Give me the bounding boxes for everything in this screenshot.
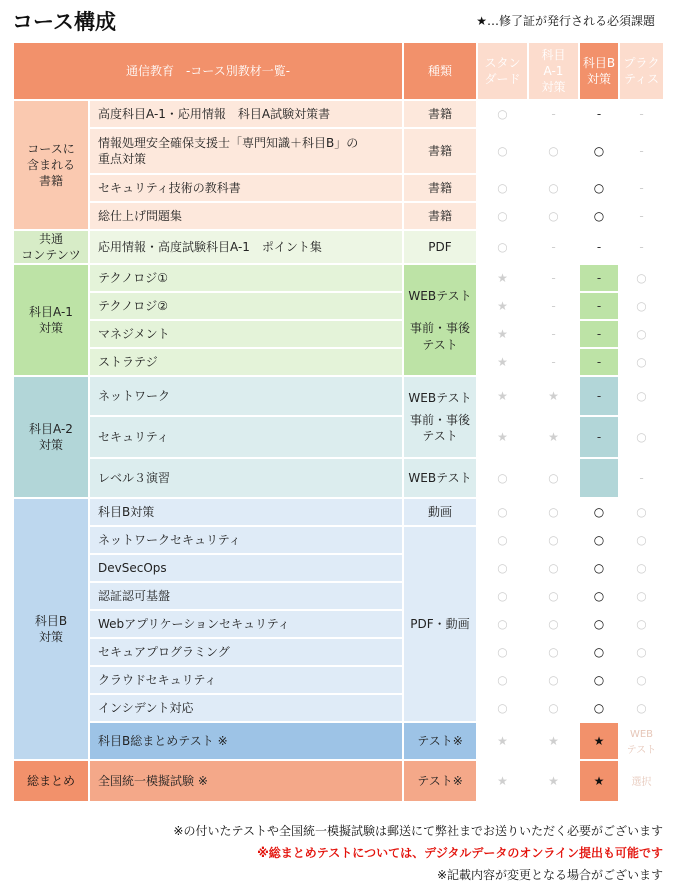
mark-cell: WEB テスト: [626, 729, 657, 757]
category-cell: 総まとめ: [14, 761, 88, 801]
mark-cell: -: [596, 106, 602, 121]
category-cell: 科目A-2 対策: [14, 377, 88, 497]
mark-cell: ○: [497, 617, 508, 632]
mark-cell: ○: [548, 471, 559, 486]
mark-cell: ○: [497, 645, 508, 660]
type-cell: [404, 377, 476, 457]
mark-cell: ○: [548, 561, 559, 576]
type-cell: WEBテスト: [404, 459, 476, 497]
header-col-standard: スタン ダード: [478, 43, 527, 99]
type-cell: 書籍: [404, 175, 476, 201]
item-cell: インシデント対応: [90, 695, 402, 721]
table-row: [14, 203, 663, 229]
mark-cell: ★: [548, 774, 559, 789]
mark-cell: -: [551, 299, 556, 314]
table-row: [14, 555, 663, 581]
table-row: [14, 377, 663, 415]
mark-cell: ★: [497, 271, 508, 286]
mark-cell: ○: [636, 430, 647, 445]
mark-cell: ○: [636, 617, 647, 632]
footnote: ※の付いたテストや全国統一模擬試験は郵送にて弊社までお送りいただく必要がございます: [173, 824, 663, 838]
table-row: [14, 459, 663, 497]
mark-cell: ○: [636, 645, 647, 660]
mark-cell: ○: [636, 589, 647, 604]
item-cell: レベル３演習: [90, 459, 402, 497]
table-row: [14, 695, 663, 721]
mark-cell: ★: [497, 774, 508, 789]
table-row: [14, 639, 663, 665]
mark-cell: -: [551, 106, 556, 121]
mark-cell: ○: [636, 299, 647, 314]
category-cell: 科目A-1 対策: [14, 265, 88, 375]
item-cell: テクノロジ①: [90, 265, 402, 291]
table-row: [14, 499, 663, 525]
item-cell: DevSecOps: [90, 555, 402, 581]
type-cell: 書籍: [404, 203, 476, 229]
item-cell: テクノロジ②: [90, 293, 402, 319]
item-cell: 応用情報・高度試験科目A-1 ポイント集: [90, 231, 402, 263]
mark-cell: -: [639, 106, 644, 121]
mark-cell: ○: [636, 561, 647, 576]
category-cell: 科目B 対策: [14, 499, 88, 759]
mark-cell: ○: [636, 271, 647, 286]
mark-cell: 選択: [631, 777, 652, 789]
item-cell: クラウドセキュリティ: [90, 667, 402, 693]
mark-cell: ★: [497, 734, 508, 749]
table-row: [14, 321, 663, 347]
item-cell: 情報処理安全確保支援士「専門知識＋科目B」の 重点対策: [90, 129, 402, 173]
mark-cell: ○: [636, 673, 647, 688]
category-cell: 共通 コンテンツ: [14, 231, 88, 263]
mark-cell: ○: [593, 143, 605, 158]
mark-cell: -: [580, 265, 618, 291]
mark-cell: -: [580, 321, 618, 347]
item-cell: 総仕上げ問題集: [90, 203, 402, 229]
mark-cell: ○: [497, 505, 508, 520]
type-cell: テスト※: [404, 761, 476, 801]
header-col-practice: プラク ティス: [620, 43, 663, 99]
type-cell: 書籍: [404, 129, 476, 173]
table-row: [14, 417, 663, 457]
mark-cell: -: [596, 240, 602, 255]
footnote: ※記載内容が変更となる場合がございます: [436, 868, 663, 882]
mark-cell: ★: [548, 430, 559, 445]
table-row: [14, 129, 663, 173]
item-cell: 科目B総まとめテスト ※: [90, 723, 402, 759]
table-row: [14, 265, 663, 291]
mark-cell: -: [639, 471, 644, 486]
table-row: [14, 667, 663, 693]
table-row: [14, 293, 663, 319]
mark-cell: ★: [497, 430, 508, 445]
mark-cell: ○: [497, 208, 508, 223]
mark-cell: ★: [497, 299, 508, 314]
mark-cell: -: [639, 240, 644, 255]
mark-cell: ○: [636, 327, 647, 342]
mark-cell: [580, 459, 618, 497]
mark-cell: ○: [497, 589, 508, 604]
mark-cell: ○: [593, 561, 605, 576]
course-table: [12, 41, 665, 803]
mark-cell: ○: [497, 240, 508, 255]
header-row: [14, 43, 663, 99]
mark-cell: ○: [548, 589, 559, 604]
mark-cell: ○: [593, 701, 605, 716]
mark-cell: -: [551, 271, 556, 286]
mark-cell: ○: [548, 180, 559, 195]
mark-cell: -: [580, 377, 618, 415]
mark-cell: ★: [580, 723, 618, 759]
mark-cell: ○: [636, 389, 647, 404]
mark-cell: ○: [636, 701, 647, 716]
item-cell: 認証認可基盤: [90, 583, 402, 609]
item-cell: Webアプリケーションセキュリティ: [90, 611, 402, 637]
item-cell: 全国統一模擬試験 ※: [90, 761, 402, 801]
table-row: [14, 723, 663, 759]
type-cell: PDF: [404, 231, 476, 263]
mark-cell: ○: [497, 106, 508, 121]
mark-cell: -: [551, 327, 556, 342]
mark-cell: ○: [593, 589, 605, 604]
item-cell: セキュリティ: [90, 417, 402, 457]
mark-cell: -: [639, 180, 644, 195]
footnote-emphasis: ※総まとめテストについては、デジタルデータのオンライン提出も可能です: [257, 846, 663, 860]
header-col-a1: 科目 A-1 対策: [529, 43, 578, 99]
table-row: [14, 761, 663, 801]
mark-cell: ○: [497, 561, 508, 576]
mark-cell: ○: [593, 208, 605, 223]
item-cell: セキュリティ技術の教科書: [90, 175, 402, 201]
mark-cell: -: [639, 143, 644, 158]
category-cell: コースに 含まれる 書籍: [14, 101, 88, 229]
mark-cell: -: [580, 349, 618, 375]
table-row: [14, 231, 663, 263]
mark-cell: -: [639, 208, 644, 223]
mark-cell: ○: [548, 505, 559, 520]
legend-note: ★…修了証が発行される必須課題: [476, 14, 655, 28]
mark-cell: ○: [548, 143, 559, 158]
mark-cell: ○: [593, 673, 605, 688]
header-type: 種類: [404, 43, 476, 99]
item-cell: ネットワークセキュリティ: [90, 527, 402, 553]
mark-cell: ★: [580, 761, 618, 801]
mark-cell: ○: [497, 701, 508, 716]
mark-cell: ○: [548, 701, 559, 716]
table-row: [14, 583, 663, 609]
mark-cell: ★: [497, 327, 508, 342]
mark-cell: ○: [548, 673, 559, 688]
header-main: 通信教育 -コース別教材一覧-: [14, 43, 402, 99]
mark-cell: ○: [593, 533, 605, 548]
mark-cell: -: [580, 417, 618, 457]
type-cell: PDF・動画: [404, 527, 476, 721]
item-cell: ストラテジ: [90, 349, 402, 375]
mark-cell: ○: [548, 617, 559, 632]
mark-cell: ★: [497, 355, 508, 370]
mark-cell: ○: [497, 471, 508, 486]
item-cell: ネットワーク: [90, 377, 402, 415]
mark-cell: ○: [497, 180, 508, 195]
type-cell: テスト※: [404, 723, 476, 759]
type-cell: 動画: [404, 499, 476, 525]
mark-cell: ○: [548, 208, 559, 223]
item-cell: セキュアプログラミング: [90, 639, 402, 665]
type-label: WEBテスト: [408, 391, 472, 406]
mark-cell: ○: [593, 180, 605, 195]
table-row: [14, 175, 663, 201]
item-cell: 高度科目A-1・応用情報 科目A試験対策書: [90, 101, 402, 127]
mark-cell: -: [551, 355, 556, 370]
type-label: 事前・事後 テスト: [409, 413, 470, 444]
mark-cell: ★: [548, 734, 559, 749]
type-cell: WEBテスト 事前・事後 テスト: [404, 265, 476, 375]
mark-cell: ○: [593, 505, 605, 520]
mark-cell: ○: [636, 505, 647, 520]
mark-cell: ○: [497, 143, 508, 158]
table-row: [14, 101, 663, 127]
mark-cell: ★: [497, 389, 508, 404]
mark-cell: ○: [497, 673, 508, 688]
page-title: コース構成: [12, 10, 116, 34]
mark-cell: ○: [636, 533, 647, 548]
item-cell: 科目B対策: [90, 499, 402, 525]
footnotes: [173, 820, 663, 886]
type-cell: 書籍: [404, 101, 476, 127]
mark-cell: ○: [593, 617, 605, 632]
mark-cell: ★: [548, 389, 559, 404]
mark-cell: ○: [548, 533, 559, 548]
mark-cell: ○: [636, 355, 647, 370]
mark-cell: -: [580, 293, 618, 319]
item-cell: マネジメント: [90, 321, 402, 347]
table-row: [14, 527, 663, 553]
table-row: [14, 611, 663, 637]
mark-cell: ○: [548, 645, 559, 660]
header-col-b: 科目B 対策: [580, 43, 618, 99]
mark-cell: ○: [593, 645, 605, 660]
mark-cell: ○: [497, 533, 508, 548]
mark-cell: -: [551, 240, 556, 255]
table-row: [14, 349, 663, 375]
